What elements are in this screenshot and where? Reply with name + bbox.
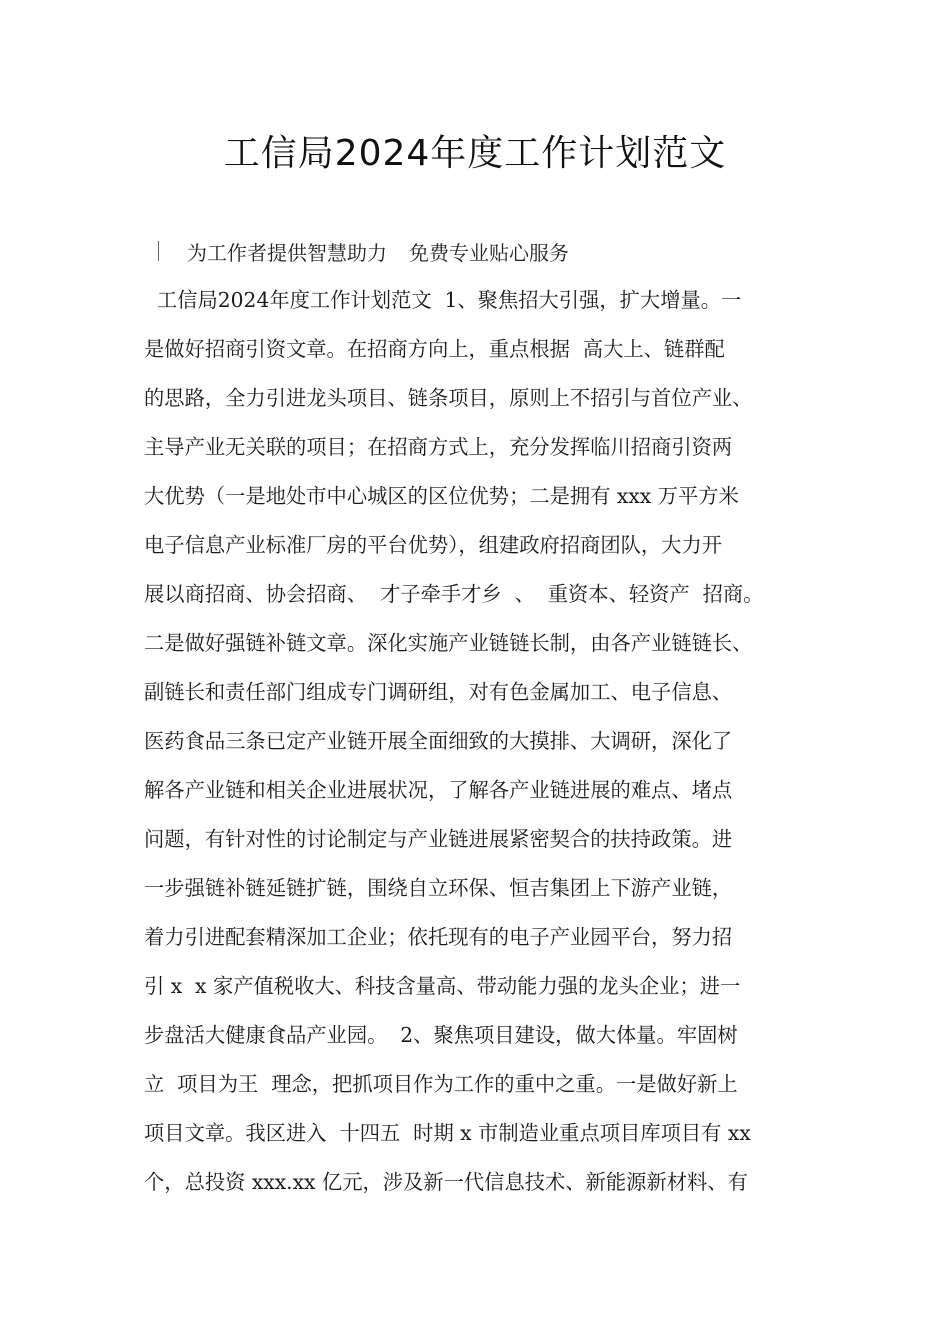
tagline-left-text: 为工作者提供智慧助力	[187, 240, 387, 265]
body-line: 是做好招商引资文章。在招商方向上，重点根据 高大上、链群配	[144, 337, 725, 361]
body-line: 问题，有针对性的讨论制定与产业链进展紧密契合的扶持政策。进	[144, 827, 733, 851]
body-line: 步盘活大健康食品产业园。 2、聚焦项目建设，做大体量。牢固树	[144, 1023, 738, 1047]
body-line: 一步强链补链延链扩链，围绕自立环保、恒吉集团上下游产业链，	[144, 876, 733, 900]
tagline-divider	[158, 241, 159, 261]
body-line: 着力引进配套精深加工企业；依托现有的电子产业园平台，努力招	[144, 925, 733, 949]
body-line: 引 x x 家产值税收大、科技含量高、带动能力强的龙头企业；进一	[144, 974, 741, 998]
body-line: 个，总投资 xxx.xx 亿元，涉及新一代信息技术、新能源新材料、有	[144, 1170, 748, 1194]
body-line: 副链长和责任部门组成专门调研组，对有色金属加工、电子信息、	[144, 680, 733, 704]
tagline-right-text: 免费专业贴心服务	[409, 240, 569, 265]
body-line: 立 项目为王 理念，把抓项目作为工作的重中之重。一是做好新上	[144, 1072, 738, 1096]
body-line: 的思路，全力引进龙头项目、链条项目，原则上不招引与首位产业、	[144, 386, 753, 410]
body-line: 二是做好强链补链文章。深化实施产业链链长制，由各产业链链长、	[144, 631, 753, 655]
tagline	[158, 236, 569, 266]
body-line: 医药食品三条已定产业链开展全面细致的大摸排、大调研，深化了	[144, 729, 733, 753]
body-line: 项目文章。我区进入 十四五 时期 x 市制造业重点项目库项目有 xx	[144, 1121, 751, 1145]
body-line: 主导产业无关联的项目；在招商方式上，充分发挥临川招商引资两	[144, 435, 733, 459]
body-line: 电子信息产业标准厂房的平台优势），组建政府招商团队，大力开	[144, 533, 723, 557]
body-line: 展以商招商、协会招商、 才子牵手才乡 、 重资本、轻资产 招商。	[144, 582, 764, 606]
body-line: 工信局2024年度工作计划范文 1、聚焦招大引强，扩大增量。一	[144, 288, 742, 312]
document-title: 工信局2024年度工作计划范文	[223, 133, 727, 174]
body-line: 大优势（一是地处市中心城区的区位优势；二是拥有 xxx 万平方米	[144, 484, 739, 508]
body-line: 解各产业链和相关企业进展状况，了解各产业链进展的难点、堵点	[144, 778, 733, 802]
document-body	[144, 287, 824, 1218]
